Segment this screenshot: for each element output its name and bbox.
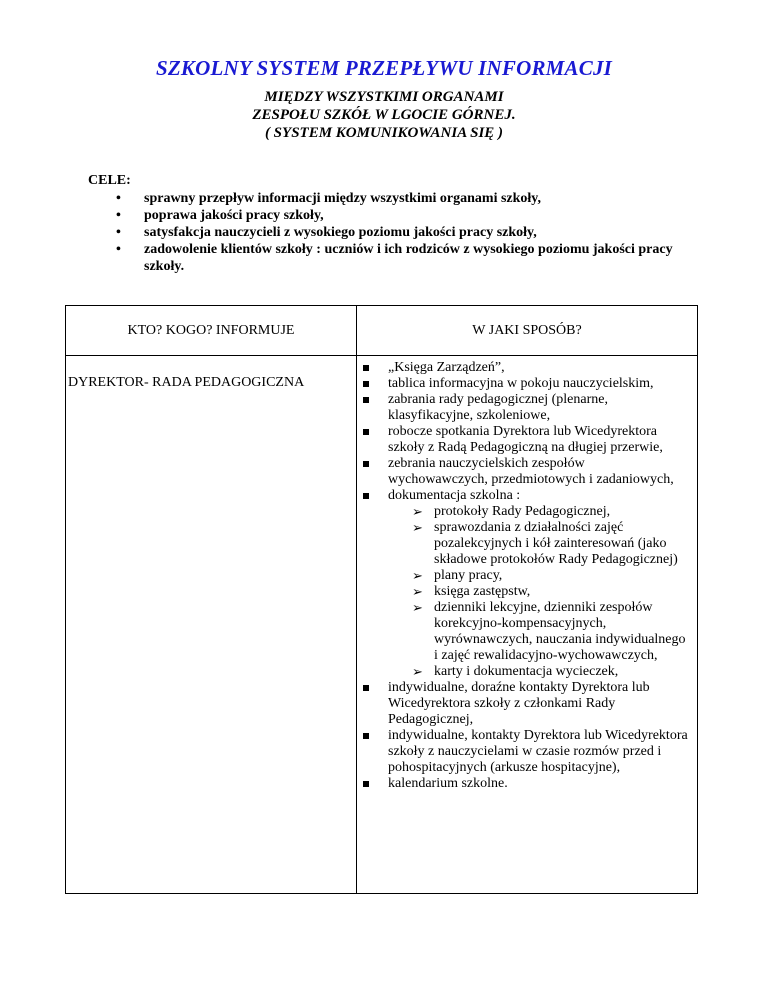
square-bullet-icon	[363, 733, 369, 739]
sublist-item-text: plany pracy,	[434, 568, 503, 583]
list-item	[357, 456, 688, 488]
documents-sublist	[388, 504, 688, 680]
subtitle-line-1: MIĘDZY WSZYSTKIMI ORGANAMI	[264, 89, 504, 105]
bullet-icon: •	[116, 191, 121, 206]
goal-item	[88, 190, 684, 207]
goal-item	[88, 241, 684, 275]
column-header-how: W JAKI SPOSÓB?	[357, 306, 698, 356]
list-item	[357, 424, 688, 456]
square-bullet-icon	[363, 429, 369, 435]
arrow-bullet-icon: ➢	[412, 520, 423, 535]
table-row	[66, 356, 698, 894]
sublist-item	[388, 600, 688, 664]
goals-list	[88, 190, 684, 275]
list-item	[357, 776, 688, 792]
square-bullet-icon	[363, 685, 369, 691]
how-cell	[357, 356, 698, 894]
table-header-row	[66, 306, 698, 356]
sublist-item-text: dzienniki lekcyjne, dzienniki zespołów korekcyjno-kompensacyjnych, wyrównawczych, nauczania indywidualnego i zajęć rewalidacyjno-wychowawczych,	[434, 600, 686, 663]
column-header-who: KTO? KOGO? INFORMUJE	[66, 306, 357, 356]
subtitle-line-2: ZESPOŁU SZKÓŁ W LGOCIE GÓRNEJ.	[252, 107, 516, 123]
sublist-item	[388, 520, 688, 568]
list-item	[357, 728, 688, 776]
list-item	[357, 376, 688, 392]
sublist-item-text: protokoły Rady Pedagogicznej,	[434, 504, 611, 519]
who-cell	[66, 356, 357, 894]
bullet-icon: •	[116, 225, 121, 240]
goal-text: sprawny przepływ informacji między wszystkimi organami szkoły,	[144, 191, 542, 206]
list-item	[357, 680, 688, 728]
arrow-bullet-icon: ➢	[412, 600, 423, 615]
goals-section	[88, 172, 684, 275]
list-item	[357, 360, 688, 376]
goal-item	[88, 207, 684, 224]
arrow-bullet-icon: ➢	[412, 568, 423, 583]
sublist-item	[388, 664, 688, 680]
sublist-item	[388, 584, 688, 600]
goal-text: satysfakcja nauczycieli z wysokiego poziomu jakości pracy szkoły,	[144, 225, 537, 240]
square-bullet-icon	[363, 365, 369, 371]
square-bullet-icon	[363, 397, 369, 403]
list-item-text: „Księga Zarządzeń”,	[388, 360, 505, 375]
goal-text: poprawa jakości pracy szkoły,	[144, 208, 324, 223]
list-item-text: tablica informacyjna w pokoju nauczycielskim,	[388, 376, 654, 391]
list-item-text: zebrania nauczycielskich zespołów wychowawczych, przedmiotowych i zadaniowych,	[388, 456, 674, 487]
goal-item	[88, 224, 684, 241]
bullet-icon: •	[116, 208, 121, 223]
communication-table	[65, 305, 698, 894]
methods-list	[357, 356, 697, 792]
square-bullet-icon	[363, 461, 369, 467]
sublist-item-text: sprawozdania z działalności zajęć pozalekcyjnych i kół zainteresowań (jako składowe protokołów Rady Pedagogicznej)	[434, 520, 678, 567]
sublist-item	[388, 504, 688, 520]
subtitle-line-3: ( SYSTEM KOMUNIKOWANIA SIĘ )	[264, 125, 504, 141]
square-bullet-icon	[363, 781, 369, 787]
who-text: DYREKTOR- RADA PEDAGOGICZNA	[68, 375, 305, 390]
list-item	[357, 488, 688, 680]
sublist-item-text: księga zastępstw,	[434, 584, 531, 599]
list-item	[357, 392, 688, 424]
goals-heading: CELE:	[88, 173, 131, 188]
sublist-item	[388, 568, 688, 584]
list-item-text: indywidualne, kontakty Dyrektora lub Wicedyrektora szkoły z nauczycielami w czasie rozmów przed i pohospitacyjnych (arkusze hospitacyjne),	[388, 728, 688, 775]
arrow-bullet-icon: ➢	[412, 504, 423, 519]
arrow-bullet-icon: ➢	[412, 664, 423, 679]
square-bullet-icon	[363, 381, 369, 387]
arrow-bullet-icon: ➢	[412, 584, 423, 599]
list-item-text: robocze spotkania Dyrektora lub Wicedyrektora szkoły z Radą Pedagogiczną na długiej przerwie,	[388, 424, 663, 455]
list-item-text: kalendarium szkolne.	[388, 776, 508, 791]
sublist-item-text: karty i dokumentacja wycieczek,	[434, 664, 619, 679]
list-item-text: dokumentacja szkolna :	[388, 488, 521, 503]
list-item-text: indywidualne, doraźne kontakty Dyrektora lub Wicedyrektora szkoły z członkami Rady Pedagogicznej,	[388, 680, 650, 727]
document-title: SZKOLNY SYSTEM PRZEPŁYWU INFORMACJI	[155, 56, 613, 80]
square-bullet-icon	[363, 493, 369, 499]
list-item-text: zabrania rady pedagogicznej (plenarne, klasyfikacyjne, szkoleniowe,	[388, 392, 608, 423]
goal-text: zadowolenie klientów szkoły : uczniów i ich rodziców z wysokiego poziomu jakości pracy szkoły.	[144, 242, 673, 274]
bullet-icon: •	[116, 242, 121, 257]
